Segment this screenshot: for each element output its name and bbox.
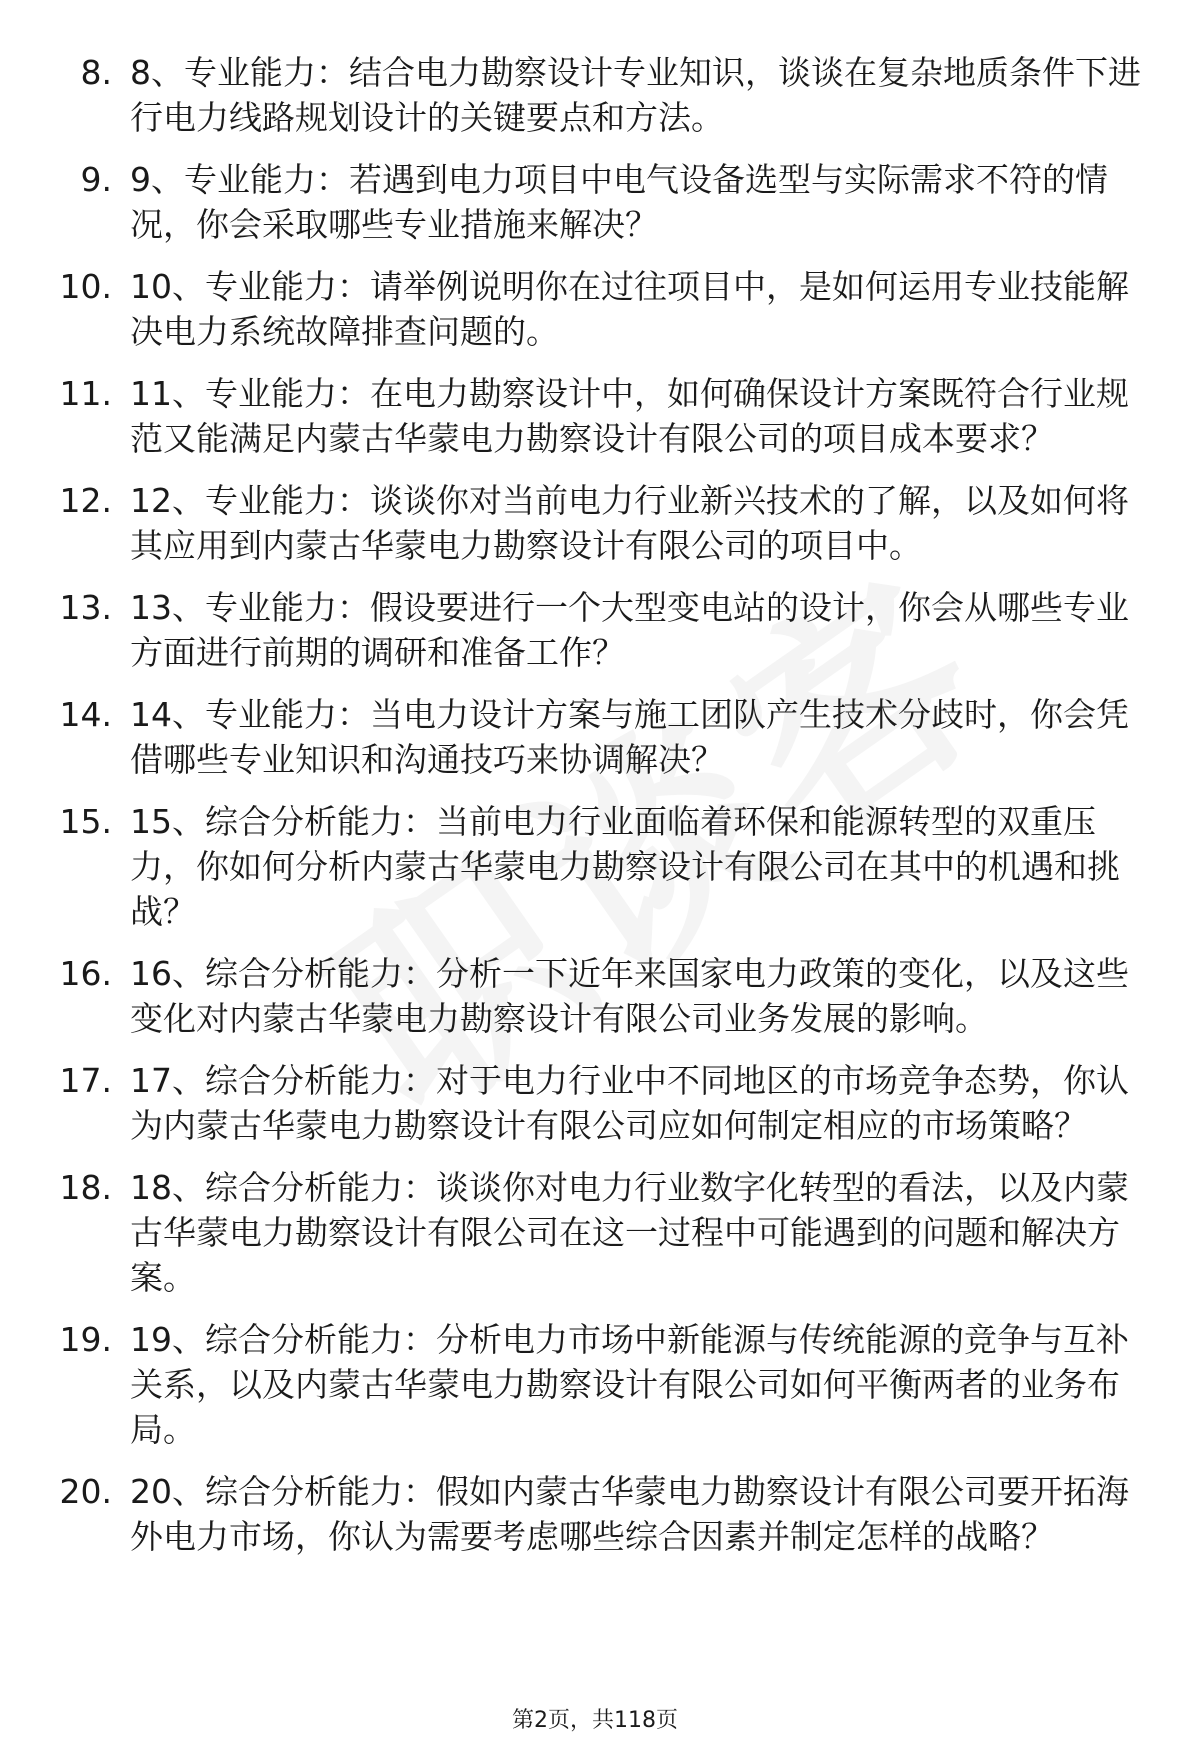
question-number: 20. <box>59 1472 112 1511</box>
page-number: 第2页，共118页 <box>512 1708 678 1733</box>
question-number: 14. <box>59 695 112 734</box>
question-text: 13、专业能力：假设要进行一个大型变电站的设计，你会从哪些专业方面进行前期的调研和准备工作？ <box>130 588 1129 672</box>
list-item <box>0 371 1190 461</box>
list-item <box>0 1317 1190 1452</box>
question-number: 12. <box>59 481 112 520</box>
question-number: 10. <box>59 267 112 306</box>
question-number: 15. <box>59 802 112 841</box>
question-number: 8. <box>80 53 112 92</box>
list-item <box>0 799 1190 934</box>
question-number: 11. <box>59 374 112 413</box>
question-number: 9. <box>80 160 112 199</box>
question-text: 19、综合分析能力：分析电力市场中新能源与传统能源的竞争与互补关系，以及内蒙古华蒙电力勘察设计有限公司如何平衡两者的业务布局。 <box>130 1320 1129 1449</box>
question-number: 16. <box>59 954 112 993</box>
list-item <box>0 478 1190 568</box>
question-text: 17、综合分析能力：对于电力行业中不同地区的市场竞争态势，你认为内蒙古华蒙电力勘察设计有限公司应如何制定相应的市场策略？ <box>130 1061 1129 1145</box>
question-text: 16、综合分析能力：分析一下近年来国家电力政策的变化，以及这些变化对内蒙古华蒙电力勘察设计有限公司业务发展的影响。 <box>130 954 1129 1038</box>
question-text: 12、专业能力：谈谈你对当前电力行业新兴技术的了解，以及如何将其应用到内蒙古华蒙电力勘察设计有限公司的项目中。 <box>130 481 1129 565</box>
question-list <box>0 50 1190 1576</box>
list-item <box>0 585 1190 675</box>
list-item <box>0 692 1190 782</box>
list-item <box>0 1469 1190 1559</box>
question-number: 19. <box>59 1320 112 1359</box>
question-text: 8、专业能力：结合电力勘察设计专业知识，谈谈在复杂地质条件下进行电力线路规划设计的关键要点和方法。 <box>130 53 1141 137</box>
list-item <box>0 1058 1190 1148</box>
list-item <box>0 951 1190 1041</box>
list-item <box>0 157 1190 247</box>
list-item <box>0 264 1190 354</box>
question-number: 18. <box>59 1168 112 1207</box>
question-text: 14、专业能力：当电力设计方案与施工团队产生技术分歧时，你会凭借哪些专业知识和沟通技巧来协调解决？ <box>130 695 1129 779</box>
question-text: 9、专业能力：若遇到电力项目中电气设备选型与实际需求不符的情况，你会采取哪些专业措施来解决？ <box>130 160 1108 244</box>
question-text: 10、专业能力：请举例说明你在过往项目中，是如何运用专业技能解决电力系统故障排查问题的。 <box>130 267 1129 351</box>
page-footer <box>0 1706 1190 1736</box>
question-text: 15、综合分析能力：当前电力行业面临着环保和能源转型的双重压力，你如何分析内蒙古华蒙电力勘察设计有限公司在其中的机遇和挑战？ <box>130 802 1120 931</box>
list-item <box>0 1165 1190 1300</box>
question-text: 11、专业能力：在电力勘察设计中，如何确保设计方案既符合行业规范又能满足内蒙古华蒙电力勘察设计有限公司的项目成本要求？ <box>130 374 1129 458</box>
question-number: 17. <box>59 1061 112 1100</box>
question-number: 13. <box>59 588 112 627</box>
question-text: 20、综合分析能力：假如内蒙古华蒙电力勘察设计有限公司要开拓海外电力市场，你认为需要考虑哪些综合因素并制定怎样的战略？ <box>130 1472 1129 1556</box>
question-text: 18、综合分析能力：谈谈你对电力行业数字化转型的看法，以及内蒙古华蒙电力勘察设计有限公司在这一过程中可能遇到的问题和解决方案。 <box>130 1168 1129 1297</box>
list-item <box>0 50 1190 140</box>
